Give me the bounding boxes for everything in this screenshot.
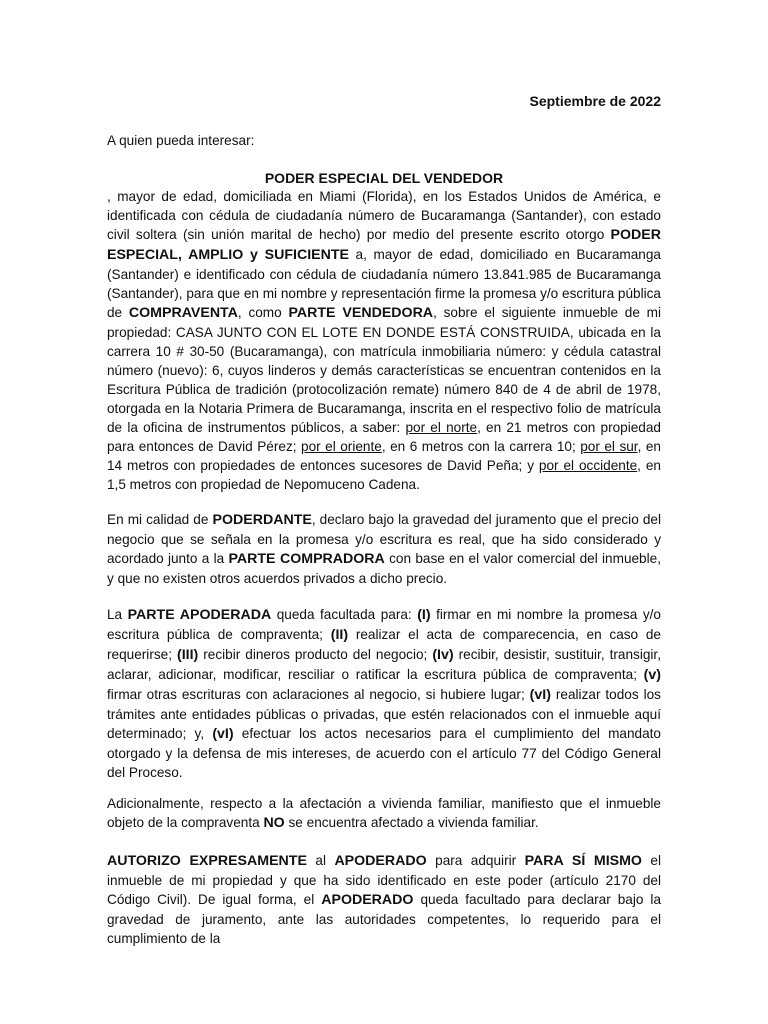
document-date: Septiembre de 2022 <box>529 93 661 109</box>
text-run: , declaro bajo la gravedad del juramento que el precio del negocio que se señala en la promesa y/o escritura es real, que ha sido considerado y acordado junto a la <box>107 512 661 566</box>
text-run: al <box>306 853 335 868</box>
list-numeral: (III) <box>176 647 199 663</box>
list-numeral: (vI) <box>529 687 551 703</box>
text-run: recibir dineros producto del negocio; <box>198 647 433 662</box>
text-run: , en 1,5 metros con propiedad de Nepomuceno Cadena. <box>107 458 661 492</box>
text-run: , en 21 metros con propiedad para entonces de David Pérez; <box>107 420 661 454</box>
bold-term: PARTE VENDEDORA <box>288 305 434 321</box>
text-run: firmar en mi nombre la promesa y/o escritura pública de compraventa; <box>107 607 661 642</box>
text-run: para adquirir <box>426 853 525 868</box>
text-run: , como <box>237 305 289 320</box>
text-run: a, mayor de edad, domiciliado en Bucaramanga (Santander) e identificado con cédula de ciudadanía número 13.841.985 de Bucaramanga (Santander), para que en mi nombre y representación firme la promesa y/o escritura pública de <box>107 247 661 320</box>
bold-term: COMPRAVENTA <box>128 305 238 321</box>
paragraph-grant-of-power <box>107 187 661 494</box>
boundary-north: por el norte <box>405 420 478 435</box>
bold-term: PARA SÍ MISMO <box>524 853 642 869</box>
boundary-west: por el occidente <box>538 458 638 473</box>
text-run: el inmueble de mi propiedad y que ha sido identificado en este poder (artículo 2170 del Código Civil). De igual forma, el <box>107 853 662 907</box>
paragraph-family-housing <box>107 794 661 833</box>
text-run: con base en el valor comercial del inmueble, y que no existen otros acuerdos privados a dicho precio. <box>107 551 661 586</box>
bold-term: PARTE COMPRADORA <box>228 551 385 567</box>
document-title: PODER ESPECIAL DEL VENDEDOR <box>264 170 504 186</box>
text-run: realizar todos los trámites ante entidades públicas o privadas, que estén relacionados con el inmueble aquí determinado; y, <box>107 687 661 741</box>
bold-term: APODERADO <box>321 892 414 908</box>
paragraph-powers-list <box>107 605 661 782</box>
text-run: se encuentra afectado a vivienda familiar. <box>284 815 539 830</box>
list-numeral: (I) <box>417 607 431 623</box>
bold-term: PARTE APODERADA <box>127 607 272 623</box>
text-run: queda facultado para declarar bajo la gravedad de juramento, ante las autoridades competentes, lo requerido para el cumplimiento de la <box>107 892 662 946</box>
bold-term: PODERDANTE <box>212 512 312 528</box>
bold-term: AUTORIZO EXPRESAMENTE <box>107 853 307 869</box>
text-run: La <box>107 607 128 622</box>
boundary-south: por el sur <box>580 439 638 454</box>
text-run: , sobre el siguiente inmueble de mi propiedad: CASA JUNTO CON EL LOTE EN DONDE ESTÁ CONSTRUIDA, ubicada en la carrera 10 # 30-50 (Bucaramanga), con matrícula inmobiliaria número: y cédula catastral número (nuevo): 6, cuyos linderos y demás características se encuentran contenidos en la Escritura Pública de tradición (protocolización remate) número 840 de 4 de abril de 1978, otorgada en la Notaria Primera de Bucaramanga, inscrita en el respectivo folio de matrícula de la oficina de instrumentos públicos, a saber: <box>107 305 661 435</box>
paragraph-price-declaration <box>107 510 661 588</box>
text-run: firmar otras escrituras con aclaraciones al negocio, si hubiere lugar; <box>107 687 530 702</box>
list-numeral: (v) <box>643 667 661 683</box>
text-run: , en 14 metros con propiedades de entonces sucesores de David Peña; y <box>107 439 661 473</box>
paragraph-authorization <box>107 851 661 948</box>
text-run: recibir, desistir, sustituir, transigir, aclarar, adicionar, modificar, resciliar o ratificar la escritura pública de compraventa; <box>107 647 661 682</box>
bold-term: APODERADO <box>334 853 427 869</box>
text-run: queda facultada para: <box>271 607 418 622</box>
text-run: , mayor de edad, domiciliada en Miami (Florida), en los Estados Unidos de América, e identificada con cédula de ciudadanía número de Bucaramanga (Santander), con estado civil soltera (sin unión marital de hecho) por medio del presente escrito otorgo <box>107 189 661 242</box>
list-numeral: (vI) <box>212 726 234 742</box>
list-numeral: (Iv) <box>432 647 454 663</box>
greeting: A quien pueda interesar: <box>107 133 255 148</box>
text-run: realizar el acta de comparecencia, en caso de requerirse; <box>107 627 661 662</box>
boundary-east: por el oriente <box>301 439 382 454</box>
text-run: , en 6 metros con la carrera 10; <box>381 439 581 454</box>
list-numeral: (II) <box>330 627 349 643</box>
text-run: Adicionalmente, respecto a la afectación a vivienda familiar, manifiesto que el inmueble objeto de la compraventa <box>107 796 661 830</box>
bold-term: NO <box>263 815 285 831</box>
text-run: En mi calidad de <box>107 512 213 527</box>
text-run: efectuar los actos necesarios para el cumplimiento del mandato otorgado y la defensa de mis intereses, de acuerdo con el artículo 77 del Código General del Proceso. <box>107 726 661 780</box>
bold-term: PODER ESPECIAL, AMPLIO y SUFICIENTE <box>107 227 661 263</box>
